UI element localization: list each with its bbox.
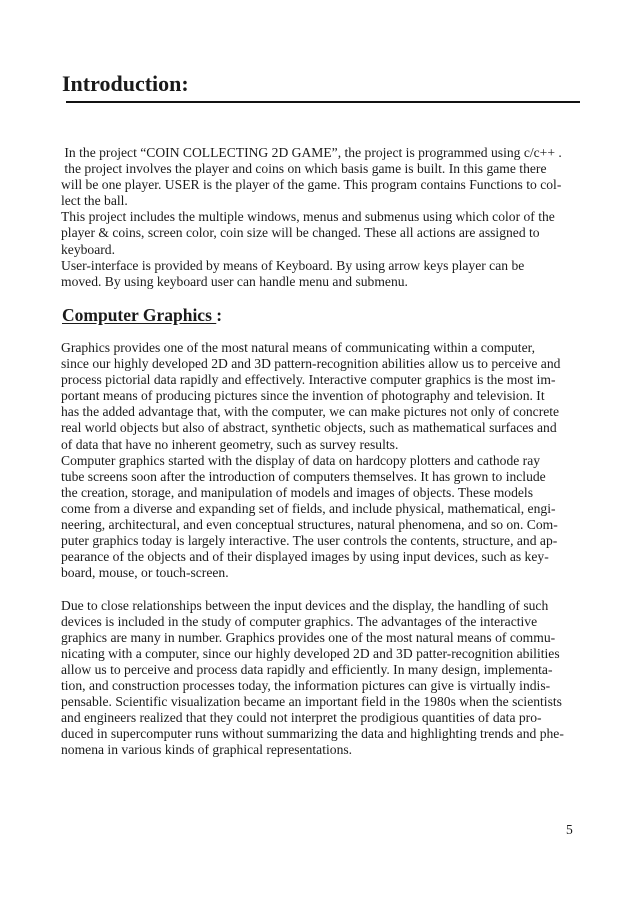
- text-line: process pictorial data rapidly and effectively. Interactive computer graphics is the most im-: [61, 372, 556, 388]
- computer-graphics-heading-text: Computer Graphics: [62, 305, 217, 325]
- text-line: devices is included in the study of computer graphics. The advantages of the interactive: [61, 613, 538, 629]
- text-line: Graphics provides one of the most natural means of communicating within a computer,: [61, 340, 535, 355]
- introduction-heading: Introduction:: [62, 71, 189, 96]
- text-line: nicating with a computer, since our highly developed 2D and 3D patter-recognition abilities: [61, 645, 560, 661]
- text-line: portant means of producing pictures since the invention of photography and television. It: [61, 388, 545, 404]
- text-line: allow us to perceive and process data rapidly and efficiently. In many design, implementa-: [61, 661, 553, 677]
- text-line: lect the ball.: [61, 193, 128, 209]
- text-line: tube screens soon after the introduction of computers themselves. It has grown to include: [61, 468, 546, 484]
- text-line: the creation, storage, and manipulation of models and images of objects. These models: [61, 484, 534, 500]
- text-line: player & coins, screen color, coin size will be changed. These all actions are assigned to: [61, 225, 540, 241]
- text-line: Due to close relationships between the input devices and the display, the handling of such: [61, 597, 549, 613]
- text-line: since our highly developed 2D and 3D pattern-recognition abilities allow us to perceive and: [61, 356, 561, 372]
- text-line: User-interface is provided by means of Keyboard. By using arrow keys player can be: [61, 257, 525, 273]
- text-line: In the project “COIN COLLECTING 2D GAME”, the project is programmed using c/c++ .: [61, 145, 562, 160]
- text-line: neering, architectural, and even conceptual structures, natural phenomena, and so on. Com-: [61, 517, 558, 533]
- computer-graphics-section: [61, 340, 581, 758]
- introduction-paragraph: [61, 145, 581, 290]
- text-line: keyboard.: [61, 241, 115, 257]
- graphics-paragraph-1: [61, 340, 581, 581]
- text-line: This project includes the multiple windows, menus and submenus using which color of the: [61, 209, 555, 225]
- paragraph-spacer: [61, 581, 581, 597]
- text-line: and engineers realized that they could not interpret the prodigious quantities of data pro-: [61, 710, 542, 726]
- text-line: of data that have no inherent geometry, such as survey results.: [61, 436, 399, 452]
- heading-colon: :: [216, 305, 223, 325]
- text-line: has the added advantage that, with the computer, we can make pictures not only of concrete: [61, 404, 560, 420]
- heading-underline-rule: [66, 101, 580, 103]
- text-line: will be one player. USER is the player of the game. This program contains Functions to col-: [61, 177, 562, 193]
- text-line: nomena in various kinds of graphical representations.: [61, 742, 353, 758]
- text-line: pensable. Scientific visualization became an important field in the 1980s when the scientists: [61, 694, 562, 710]
- text-line: tion, and construction processes today, the information pictures can give is virtually indis-: [61, 677, 551, 693]
- computer-graphics-heading: [62, 304, 222, 326]
- text-line: pearance of the objects and of their displayed images by using input devices, such as key-: [61, 549, 549, 565]
- text-line: real world objects but also of abstract, synthetic objects, such as mathematical surfaces and: [61, 420, 557, 436]
- text-line: puter graphics today is largely interactive. The user controls the contents, structure, and ap-: [61, 533, 558, 549]
- text-line: come from a diverse and expanding set of fields, and include physical, mathematical, engi-: [61, 500, 556, 516]
- text-line: moved. By using keyboard user can handle menu and submenu.: [61, 273, 408, 289]
- page-number: 5: [566, 822, 573, 837]
- text-line: duced in supercomputer runs without summarizing the data and highlighting trends and phe-: [61, 726, 564, 742]
- text-line: board, mouse, or touch-screen.: [61, 565, 229, 581]
- text-line: the project involves the player and coins on which basis game is built. In this game there: [61, 161, 547, 177]
- graphics-paragraph-2: [61, 598, 581, 759]
- text-line: Computer graphics started with the display of data on hardcopy plotters and cathode ray: [61, 452, 541, 468]
- text-line: graphics are many in number. Graphics provides one of the most natural means of commu-: [61, 629, 556, 645]
